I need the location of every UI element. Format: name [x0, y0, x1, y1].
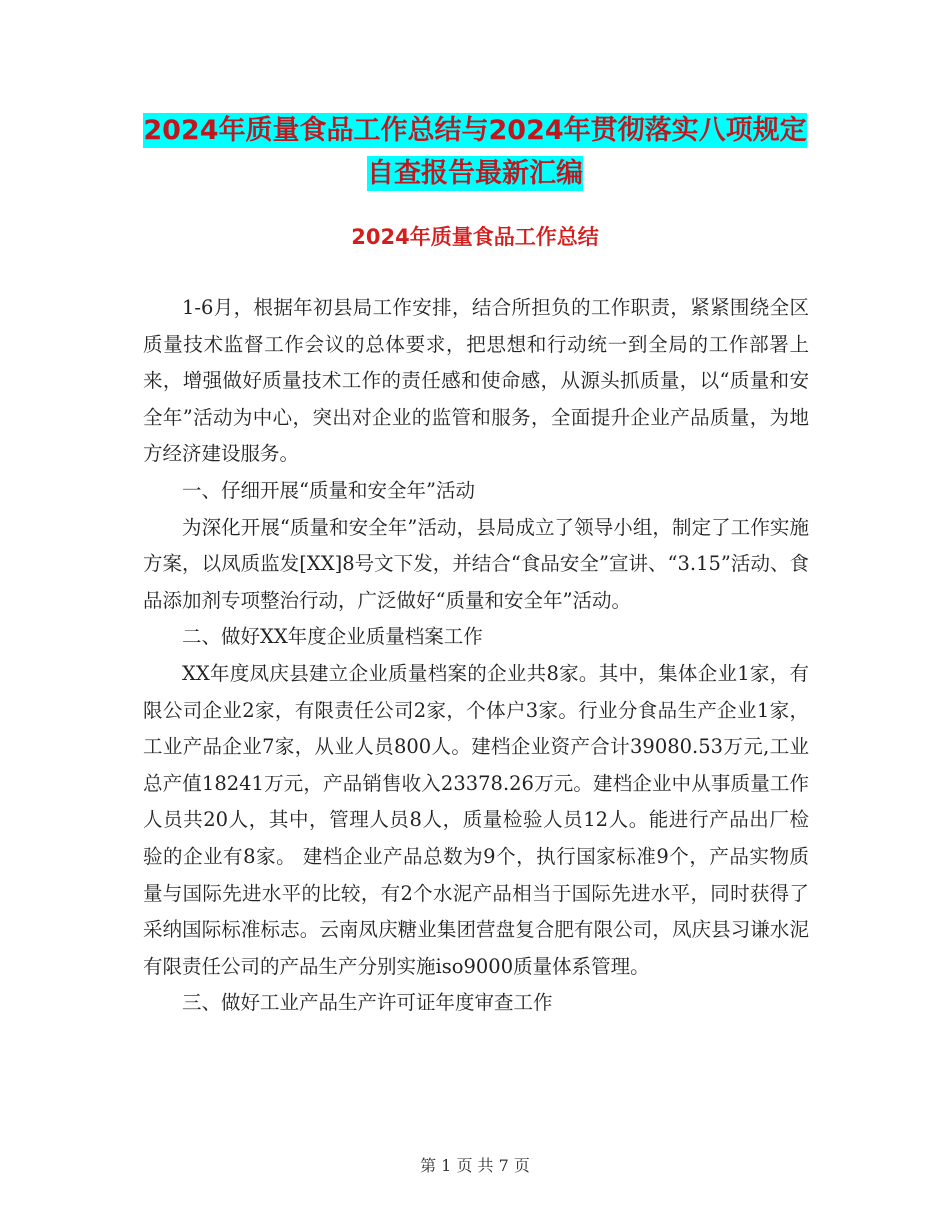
paragraph-two: XX年度凤庆县建立企业质量档案的企业共8家。其中，集体企业1家，有限公司企业2家，有限责任公司2家，个体户3家。行业分食品生产企业1家，工业产品企业7家，从业人员800人。建档企业资产合计39080.53万元,工业总产值18241万元，产品销售收入23378.26万元。建档企业中从事质量工作人员共20人，其中，管理人员8人，质量检验人员12人。能进行产品出厂检验的企业有8家。 建档企业产品总数为9个，执行国家标准9个，产品实物质量与国际先进水平的比较，有2个水泥产品相当于国际先进水平，同时获得了采纳国际标准标志。云南凤庆糖业集团营盘复合肥有限公司，凤庆县习谦水泥有限责任公司的产品生产分别实施iso9000质量体系管理。	[143, 661, 809, 978]
page-footer: 第 1 页 共 7 页	[420, 1156, 530, 1175]
document-title-line-1	[0, 114, 950, 148]
section-title: 2024年质量食品工作总结	[351, 225, 599, 249]
title-line-2-text: 自查报告最新汇编	[367, 158, 583, 189]
document-body	[143, 290, 809, 1022]
heading-two: 二、做好XX年度企业质量档案工作	[182, 625, 483, 649]
title-line-1-text: 2024年质量食品工作总结与2024年贯彻落实八项规定	[143, 115, 807, 146]
paragraph-intro: 1-6月，根据年初县局工作安排，结合所担负的工作职责，紧紧围绕全区质量技术监督工作会议的总体要求，把思想和行动统一到全局的工作部署上来，增强做好质量技术工作的责任感和使命感，从源头抓质量，以“质量和安全年”活动为中心，突出对企业的监管和服务，全面提升企业产品质量，为地方经济建设服务。	[143, 296, 809, 466]
document-title-line-2	[0, 157, 950, 191]
heading-three: 三、做好工业产品生产许可证年度审查工作	[182, 991, 553, 1015]
heading-one: 一、仔细开展“质量和安全年”活动	[182, 478, 475, 502]
paragraph-one: 为深化开展“质量和安全年”活动，县局成立了领导小组，制定了工作实施方案，以凤质监发[XX]8号文下发，并结合“食品安全”宣讲、“3.15”活动、食品添加剂专项整治行动，广泛做好“质量和安全年”活动。	[143, 515, 809, 612]
